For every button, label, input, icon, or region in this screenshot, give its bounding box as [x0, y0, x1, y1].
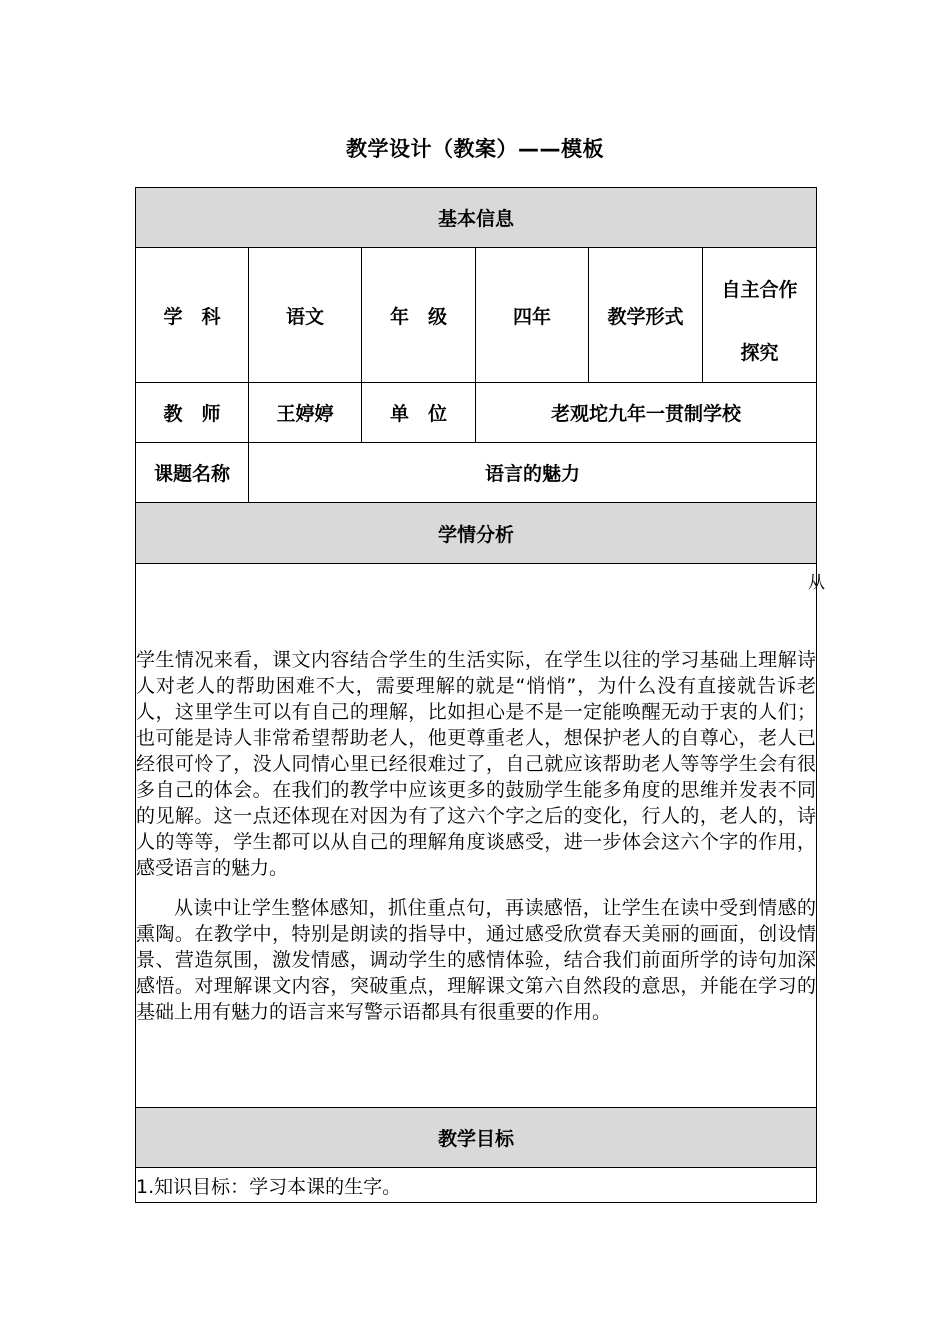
grade-label: 年 级	[362, 248, 476, 383]
objectives-heading: 教学目标	[136, 1108, 817, 1168]
teacher-label: 教 师	[136, 383, 249, 443]
objective-item-1: 1.知识目标：学习本课的生字。	[136, 1168, 817, 1203]
document-title: 教学设计（教案）——模板	[346, 137, 604, 161]
form-value	[703, 248, 817, 383]
subject-value: 语文	[249, 248, 362, 383]
form-label: 教学形式	[589, 248, 703, 383]
stray-character: 从	[808, 573, 825, 593]
subject-label: 学 科	[136, 248, 249, 383]
form-value-line1: 自主合作	[721, 279, 798, 301]
teacher-value: 王婷婷	[249, 383, 362, 443]
unit-label: 单 位	[362, 383, 476, 443]
topic-label: 课题名称	[136, 443, 249, 503]
grade-value: 四年	[476, 248, 589, 383]
form-value-line2: 探究	[740, 342, 779, 364]
unit-value: 老观坨九年一贯制学校	[476, 383, 817, 443]
analysis-heading: 学情分析	[136, 503, 817, 564]
lesson-plan-table	[135, 187, 817, 1203]
analysis-paragraph-1: 学生情况来看，课文内容结合学生的生活实际，在学生以往的学习基础上理解诗人对老人的帮助困难不大，需要理解的就是“悄悄”，为什么没有直接就告诉老人，这里学生可以有自己的理解，比如担心是不是一定能唤醒无动于衷的人们；也可能是诗人非常希望帮助老人，他更尊重老人，想保护老人的自尊心，老人已经很可怜了，没人同情心里已经很难过了，自己就应该帮助老人等等学生会有很多自己的体会。在我们的教学中应该更多的鼓励学生能多角度的思维并发表不同的见解。这一点还体现在对因为有了这六个字之后的变化，行人的，老人的，诗人的等等，学生都可以从自己的理解角度谈感受，进一步体会这六个字的作用，感受语言的魅力。	[136, 648, 817, 879]
topic-value: 语言的魅力	[249, 443, 817, 503]
analysis-paragraph-2: 从读中让学生整体感知，抓住重点句，再读感悟，让学生在读中受到情感的熏陶。在教学中，特别是朗读的指导中，通过感受欣赏春天美丽的画面，创设情景、营造氛围，激发情感，调动学生的感情体验，结合我们前面所学的诗句加深感悟。对理解课文内容，突破重点，理解课文第六自然段的意思，并能在学习的基础上用有魅力的语言来写警示语都具有很重要的作用。	[136, 896, 817, 1023]
analysis-body	[136, 564, 817, 1108]
basic-info-heading: 基本信息	[136, 188, 817, 248]
